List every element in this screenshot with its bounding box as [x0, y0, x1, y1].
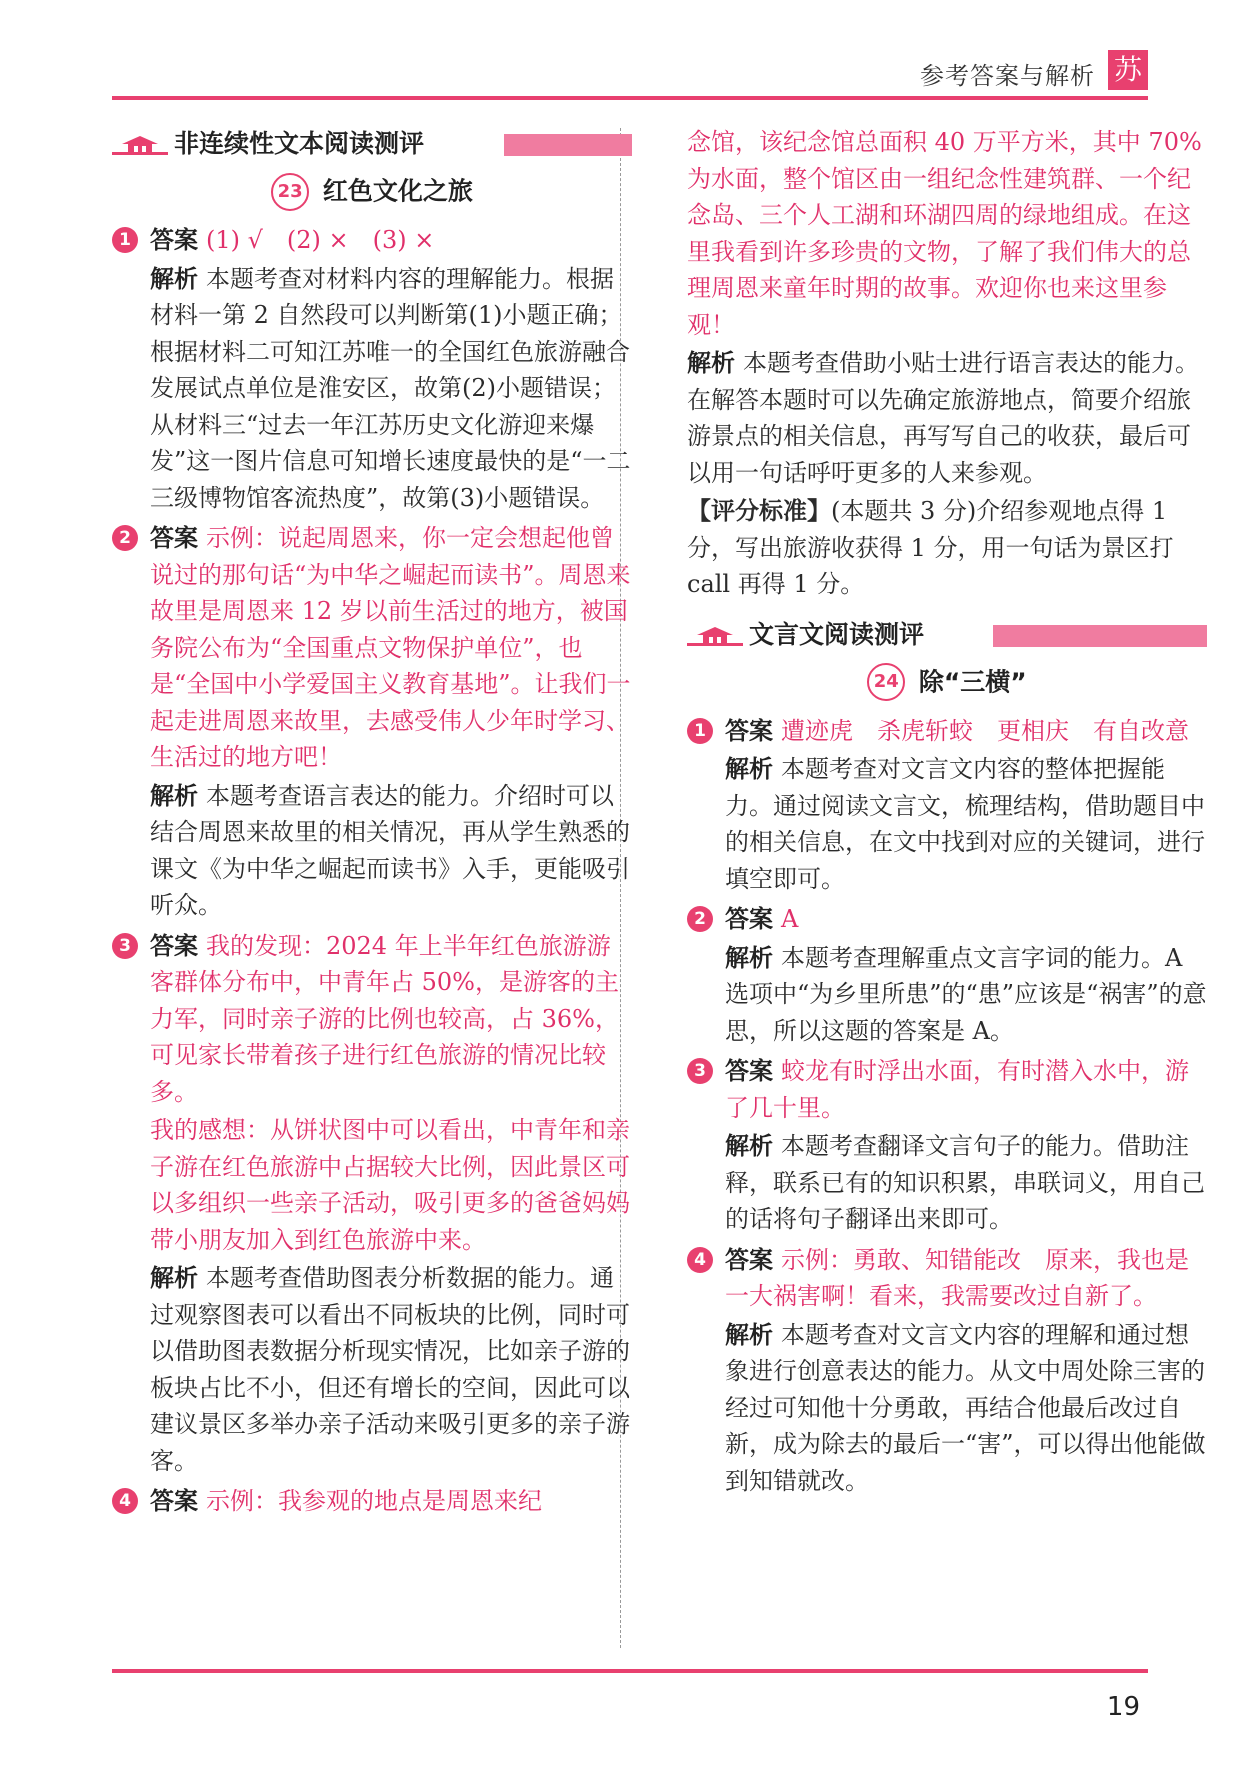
answer-text: 示例：说起周恩来，你一定会想起他曾说过的那句话“为中华之崛起而读书”。周恩来故里是周恩来 12 岁以前生活过的地方，被国务院公布为“全国重点文物保护单位”，也是“全国中小学爱国主义教育基地”。让我们一起走进周恩来故里，去感受伟人少年时学习、生活过的地方吧！ — [150, 524, 631, 771]
analysis-text: 本题考查对材料内容的理解能力。根据材料一第 2 自然段可以判断第(1)小题正确；根据材料二可知江苏唯一的全国红色旅游融合发展试点单位是淮安区，故第(2)小题错误；从材料三“过去一年江苏历史文化游迎来爆发”这一图片信息可知增长速度最快的是“一二三级博物馆客流热度”，故第(3)小题错误。 — [150, 264, 631, 512]
answer-label: 答案 — [150, 226, 198, 254]
answer-label: 答案 — [725, 1057, 773, 1085]
answer-label: 答案 — [150, 1487, 198, 1515]
question-item — [687, 1242, 1207, 1500]
analysis-text: 本题考查翻译文言句子的能力。借助注释，联系已有的知识积累，串联词义，用自己的话将句子翻译出来即可。 — [725, 1132, 1205, 1233]
analysis-label: 解析 — [687, 349, 735, 377]
right-column — [687, 124, 1207, 1503]
answer-text: 蛟龙有时浮出水面，有时潜入水中，游了几十里。 — [725, 1057, 1189, 1122]
section-heading — [687, 615, 1207, 659]
footer-rule — [112, 1669, 1148, 1673]
answer-label: 答案 — [725, 1245, 773, 1274]
analysis-text: 本题考查语言表达的能力。介绍时可以结合周恩来故里的相关情况，再从学生熟悉的课文《为中华之崛起而读书》入手，更能吸引听众。 — [150, 781, 630, 919]
analysis-text: 本题考查理解重点文言字词的能力。A 选项中“为乡里所患”的“患”应该是“祸害”的意思，所以这题的答案是 A。 — [725, 943, 1207, 1045]
question-number: 4 — [687, 1247, 713, 1273]
analysis-label: 解析 — [150, 264, 198, 293]
header-rule — [112, 96, 1148, 100]
answer-label: 答案 — [725, 905, 773, 933]
analysis-text: 本题考查借助小贴士进行语言表达的能力。在解答本题时可以先确定旅游地点，简要介绍旅游景点的相关信息，再写写自己的收获，最后可以用一句话呼吁更多的人来参观。 — [687, 349, 1199, 487]
question-number: 3 — [687, 1058, 713, 1084]
section-heading — [112, 124, 632, 168]
article-title: 红色文化之旅 — [322, 176, 473, 206]
pavilion-icon — [687, 625, 743, 647]
answer-text: 我的发现：2024 年上半年红色旅游游客群体分布中，中青年占 50%，是游客的主力军，同时亲子游的比例也较高，占 36%，可见家长带着孩子进行红色旅游的情况比较多。 — [150, 931, 619, 1106]
article-heading — [112, 172, 632, 218]
page-number: 19 — [1106, 1692, 1140, 1722]
question-item — [687, 713, 1207, 898]
section-bar — [504, 134, 632, 156]
province-badge: 苏 — [1108, 50, 1148, 90]
question-item — [112, 928, 632, 1480]
answer-label: 答案 — [150, 931, 198, 960]
question-number: 1 — [112, 227, 138, 253]
question-number: 2 — [112, 525, 138, 551]
question-item — [112, 222, 632, 516]
question-number: 4 — [112, 1488, 138, 1514]
answer-label: 答案 — [725, 716, 773, 745]
scoring-text: (本题共 3 分)介绍参观地点得 1 分，写出旅游收获得 1 分，用一句话为景区打 call 再得 1 分。 — [687, 497, 1174, 598]
running-header: 参考答案与解析 — [920, 62, 1095, 90]
scoring-criteria — [687, 493, 1207, 603]
section-title: 非连续性文本阅读测评 — [174, 129, 425, 158]
left-column — [112, 124, 632, 1524]
answer-text: 示例：勇敢、知错能改 原来，我也是一大祸害啊！看来，我需要改过自新了。 — [725, 1245, 1189, 1310]
analysis-label: 解析 — [725, 1320, 773, 1349]
analysis-label: 解析 — [725, 1132, 773, 1160]
question-item — [687, 1053, 1207, 1238]
article-number: 24 — [867, 663, 905, 701]
answer-text: (1) √ (2) × (3) × — [206, 226, 435, 254]
analysis-text: 本题考查对文言文内容的理解和通过想象进行创意表达的能力。从文中周处除三害的经过可知他十分勇敢，再结合他最后改过自新，成为除去的最后一“害”，可以得出他能做到知错就改。 — [725, 1320, 1206, 1495]
question-number: 2 — [687, 906, 713, 932]
question-item — [112, 520, 632, 924]
article-number: 23 — [271, 173, 309, 211]
answer-text: A — [781, 905, 799, 933]
section-title: 文言文阅读测评 — [749, 619, 925, 649]
question-item — [112, 1483, 632, 1520]
question-number: 1 — [687, 718, 713, 744]
analysis-label: 解析 — [150, 1264, 198, 1292]
scoring-label: 【评分标准】 — [687, 496, 831, 525]
answer-text: 遭迹虎 杀虎斩蛟 更相庆 有自改意 — [781, 716, 1189, 745]
analysis-label: 解析 — [725, 755, 773, 783]
article-title: 除“三横” — [918, 666, 1027, 696]
pavilion-icon — [112, 134, 168, 156]
analysis-text: 本题考查借助图表分析数据的能力。通过观察图表可以看出不同板块的比例，同时可以借助图表数据分析现实情况，比如亲子游的板块占比不小，但还有增长的空间，因此可以建议景区多举办亲子活动来吸引更多的亲子游客。 — [150, 1264, 630, 1475]
article-heading — [687, 663, 1207, 709]
answer-text: 示例：我参观的地点是周恩来纪 — [206, 1487, 542, 1515]
question-item — [687, 901, 1207, 1049]
answer-continuation: 念馆，该纪念馆总面积 40 万平方米，其中 70%为水面，整个馆区由一组纪念性建筑群、一个纪念岛、三个人工湖和环湖四周的绿地组成。在这里我看到许多珍贵的文物，了解了我们伟大的总理周恩来童年时期的故事。欢迎你也来这里参观！ — [687, 128, 1202, 339]
answer-text-2: 我的感想：从饼状图中可以看出，中青年和亲子游在红色旅游中占据较大比例，因此景区可以多组织一些亲子活动，吸引更多的爸爸妈妈带小朋友加入到红色旅游中来。 — [150, 1116, 630, 1254]
section-bar — [993, 625, 1207, 647]
analysis-label: 解析 — [150, 781, 198, 810]
analysis-label: 解析 — [725, 943, 773, 972]
question-number: 3 — [112, 933, 138, 959]
answer-label: 答案 — [150, 524, 198, 552]
analysis-text: 本题考查对文言文内容的整体把握能力。通过阅读文言文，梳理结构，借助题目中的相关信息，在文中找到对应的关键词，进行填空即可。 — [725, 755, 1205, 893]
